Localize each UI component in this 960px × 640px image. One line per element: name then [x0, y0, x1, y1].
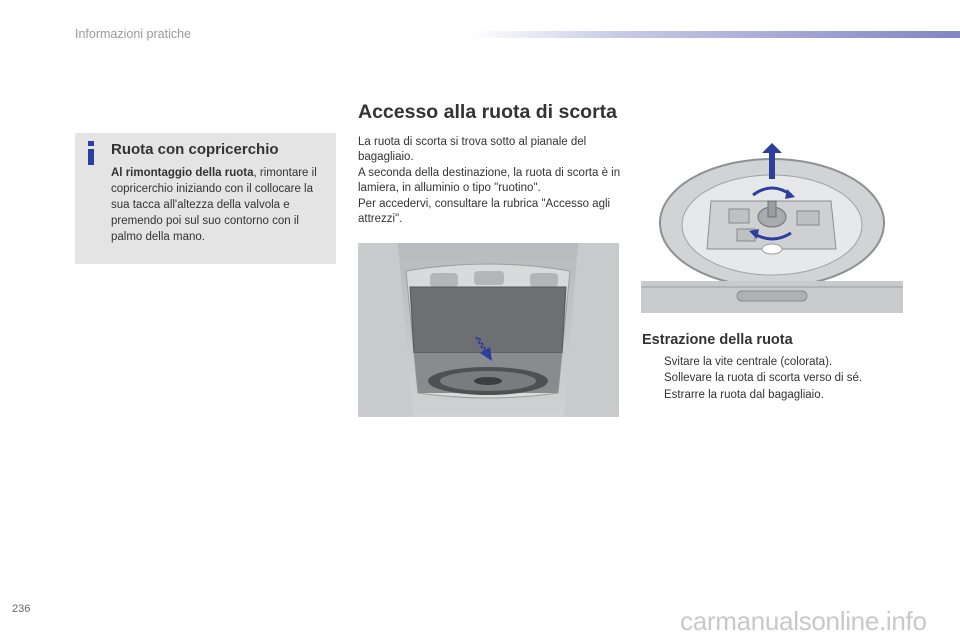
- info-box-title: Ruota con copricerchio: [111, 141, 279, 158]
- page-number: 236: [12, 603, 31, 615]
- step-text: Estrarre la ruota dal bagagliaio.: [664, 388, 824, 401]
- steps-list: [642, 354, 862, 403]
- section-title: Informazioni pratiche: [75, 27, 192, 41]
- step-text: Svitare la vite centrale (colorata).: [664, 356, 833, 368]
- step-text: Sollevare la ruota di scorta verso di sé.: [664, 372, 863, 385]
- watermark: carmanualsonline.info: [680, 606, 927, 636]
- spare-wheel-illustration: [641, 141, 903, 313]
- list-item: [642, 387, 862, 403]
- intro-paragraph: Per accedervi, consultare la rubrica "Accesso agli attrezzi".: [358, 197, 611, 226]
- info-box: [75, 133, 336, 264]
- list-item: [642, 354, 862, 370]
- info-box-body: [111, 165, 329, 245]
- info-icon: [85, 141, 97, 165]
- page-title: Accesso alla ruota di scorta: [358, 101, 618, 123]
- intro-text: [358, 135, 626, 227]
- info-box-body-text: , rimontare il copricerchio iniziando con il collocare la sua tacca all'altezza della valvola e premendo poi sul suo contorno con il palmo della mano.: [111, 167, 317, 243]
- header-accent-bar: [470, 31, 960, 38]
- trunk-illustration: [358, 243, 619, 417]
- intro-paragraph: A seconda della destinazione, la ruota di scorta è in lamiera, in alluminio o tipo "ruotino".: [358, 166, 621, 195]
- intro-paragraph: La ruota di scorta si trova sotto al pianale del bagagliaio.: [358, 136, 587, 164]
- info-box-body-bold: Al rimontaggio della ruota: [111, 167, 254, 179]
- section-subtitle: Estrazione della ruota: [642, 332, 793, 348]
- list-item: [642, 370, 862, 386]
